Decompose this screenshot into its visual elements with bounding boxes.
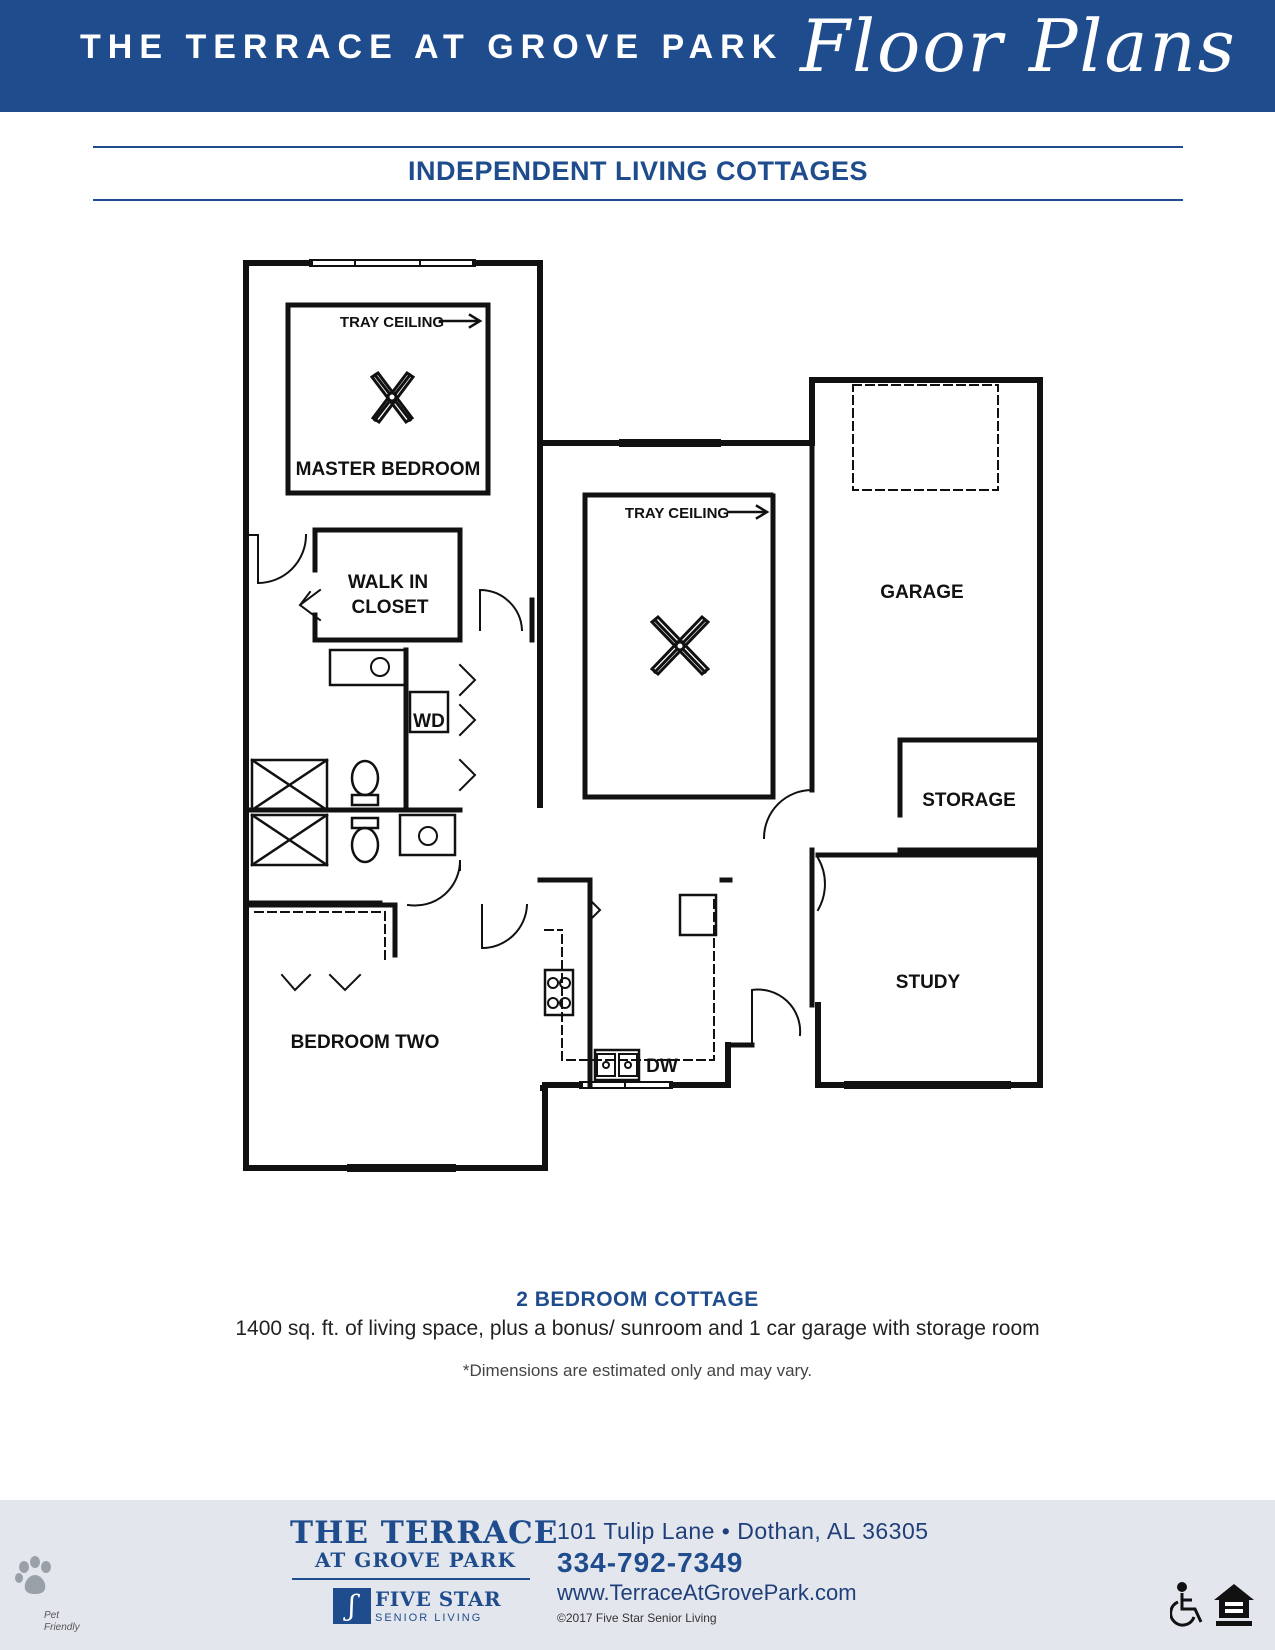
logo-line-1: THE TERRACE: [290, 1515, 559, 1551]
logo-divider: [292, 1578, 530, 1580]
equal-housing-icon: [1212, 1582, 1256, 1628]
paw-icon: [14, 1555, 58, 1599]
unit-title: 2 BEDROOM COTTAGE: [516, 1288, 759, 1311]
website-link[interactable]: www.TerraceAtGrovePark.com: [557, 1580, 857, 1605]
address: 101 Tulip Lane • Dothan, AL 36305: [557, 1518, 929, 1544]
top-rule: [93, 146, 1183, 148]
pet-friendly-label: Pet Friendly: [44, 1610, 80, 1633]
tray-ceiling-outlines: [288, 305, 773, 797]
room-study: STUDY: [895, 972, 961, 993]
bottom-rule: [93, 199, 1183, 201]
floor-plans-script-title: Floor Plans: [800, 4, 1237, 88]
room-wd: WD: [413, 711, 445, 732]
five-star-name: FIVE STAR: [375, 1587, 502, 1611]
property-title: THE TERRACE AT GROVE PARK: [80, 28, 784, 66]
room-master-bedroom: MASTER BEDROOM: [295, 459, 481, 480]
tray-ceiling-label-master: TRAY CEILING: [339, 314, 445, 331]
unit-description: 1400 sq. ft. of living space, plus a bonus/ sunroom and 1 car garage with storage room: [235, 1317, 1040, 1340]
tray-ceiling-label-sunroom: TRAY CEILING: [624, 505, 730, 522]
five-star-logo-icon: ʃ: [333, 1588, 371, 1624]
dashed-lines: [255, 385, 998, 1060]
dimensions-note: *Dimensions are estimated only and may vary.: [462, 1361, 813, 1380]
header-banner: [0, 0, 1275, 112]
room-bedroom-two: BEDROOM TWO: [290, 1032, 440, 1053]
room-dishwasher: DW: [646, 1056, 678, 1077]
floor-plan: [230, 250, 1050, 1195]
room-garage: GARAGE: [880, 582, 964, 603]
room-storage: STORAGE: [922, 790, 1016, 811]
room-walk-in-closet-line2: CLOSET: [351, 597, 429, 618]
five-star-subtitle: SENIOR LIVING: [375, 1612, 483, 1624]
phone-number[interactable]: 334-792-7349: [557, 1547, 744, 1578]
logo-line-2: AT GROVE PARK: [315, 1548, 516, 1572]
copyright: ©2017 Five Star Senior Living: [557, 1611, 717, 1625]
room-walk-in-closet-line1: WALK IN: [347, 572, 429, 593]
section-title: INDEPENDENT LIVING COTTAGES: [407, 156, 869, 186]
accessibility-icon: [1170, 1582, 1208, 1628]
fixtures: [252, 650, 716, 1080]
